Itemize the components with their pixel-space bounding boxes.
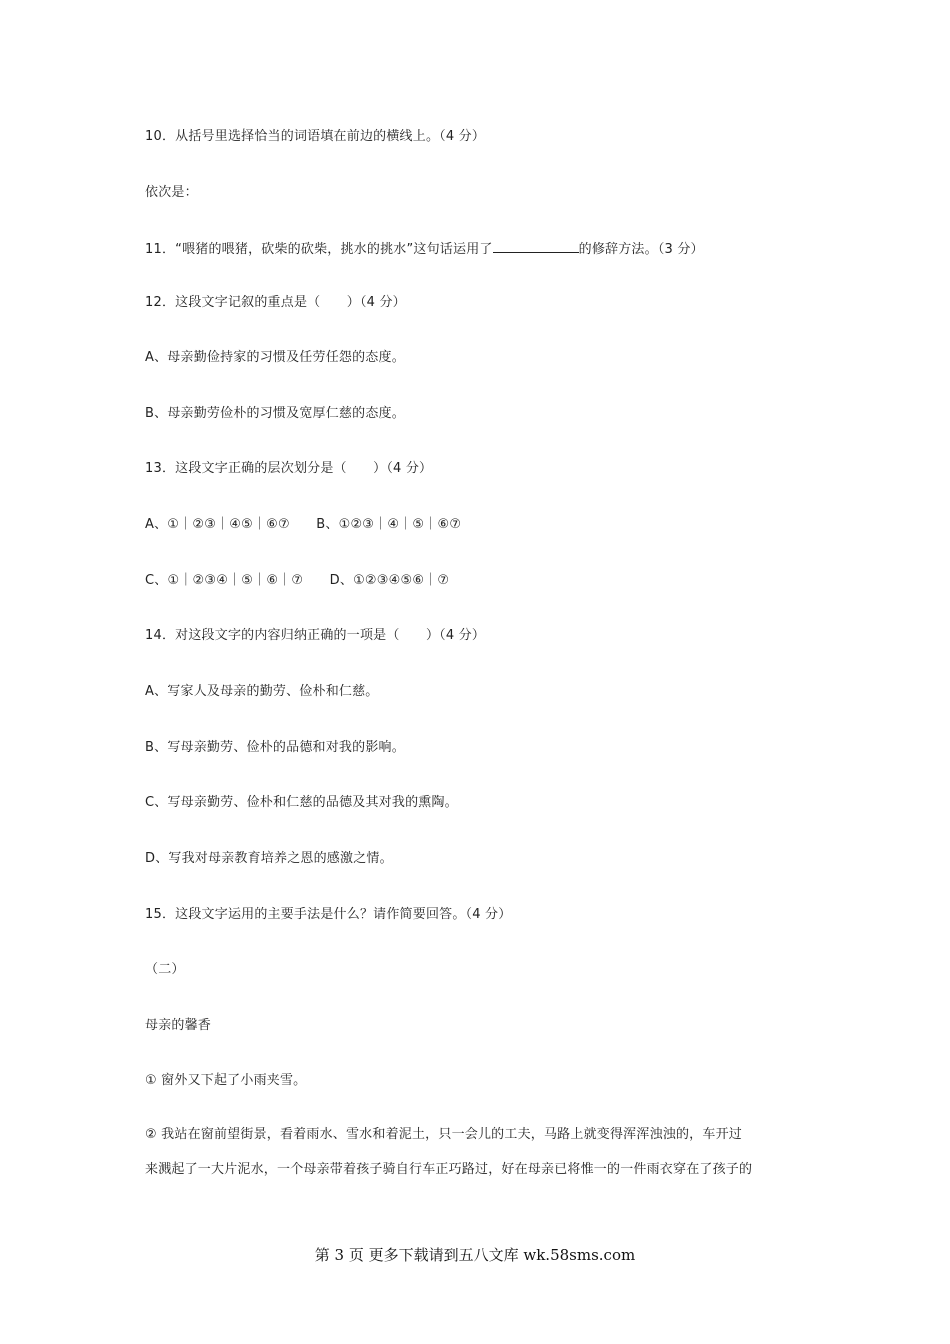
- section-label: （二）: [145, 962, 185, 977]
- page-footer: 第 3 页 更多下载请到五八文库 wk.58sms.com: [314, 1246, 636, 1264]
- question-13-options-cd: C、①｜②③④｜⑤｜⑥｜⑦ D、①②③④⑤⑥｜⑦: [145, 573, 450, 588]
- question-14-option-a: A、写家人及母亲的勤劳、俭朴和仁慈。: [145, 684, 379, 699]
- question-12-option-a: A、母亲勤俭持家的习惯及任劳任怨的态度。: [145, 350, 405, 365]
- passage-title: 母亲的馨香: [145, 1018, 212, 1033]
- question-10: 10．从括号里选择恰当的词语填在前边的横线上。（4 分）: [145, 129, 486, 144]
- question-13: 13．这段文字正确的层次划分是（ ）（4 分）: [145, 461, 433, 476]
- question-14-option-d: D、写我对母亲教育培养之恩的感激之情。: [145, 851, 393, 866]
- passage-paragraph-2-line-1: ② 我站在窗前望街景，看着雨水、雪水和着泥土，只一会儿的工夫，马路上就变得浑浑浊浊的，车开过: [145, 1127, 742, 1142]
- question-12: 12．这段文字记叙的重点是（ ）（4 分）: [145, 295, 406, 310]
- passage-paragraph-1: ① 窗外又下起了小雨夹雪。: [145, 1073, 307, 1088]
- question-13-options-ab: A、①｜②③｜④⑤｜⑥⑦ B、①②③｜④｜⑤｜⑥⑦: [145, 517, 462, 532]
- question-11: [145, 239, 704, 259]
- answer-blank: [493, 239, 579, 253]
- question-10-answer-label: 依次是：: [145, 185, 198, 200]
- question-14: 14．对这段文字的内容归纳正确的一项是（ ）（4 分）: [145, 628, 486, 643]
- question-14-option-b: B、写母亲勤劳、俭朴的品德和对我的影响。: [145, 740, 405, 755]
- question-12-option-b: B、母亲勤劳俭朴的习惯及宽厚仁慈的态度。: [145, 406, 405, 421]
- question-14-option-c: C、写母亲勤劳、俭朴和仁慈的品德及其对我的熏陶。: [145, 795, 458, 810]
- passage-paragraph-2-line-2: 来溅起了一大片泥水，一个母亲带着孩子骑自行车正巧路过，好在母亲已将惟一的一件雨衣穿在了孩子的: [145, 1162, 753, 1177]
- question-15: 15．这段文字运用的主要手法是什么？请作简要回答。（4 分）: [145, 907, 512, 922]
- question-11-text-after: 的修辞方法。（3 分）: [578, 242, 704, 257]
- question-11-text-before: 11．“喂猪的喂猪，砍柴的砍柴，挑水的挑水”这句话运用了: [145, 242, 493, 257]
